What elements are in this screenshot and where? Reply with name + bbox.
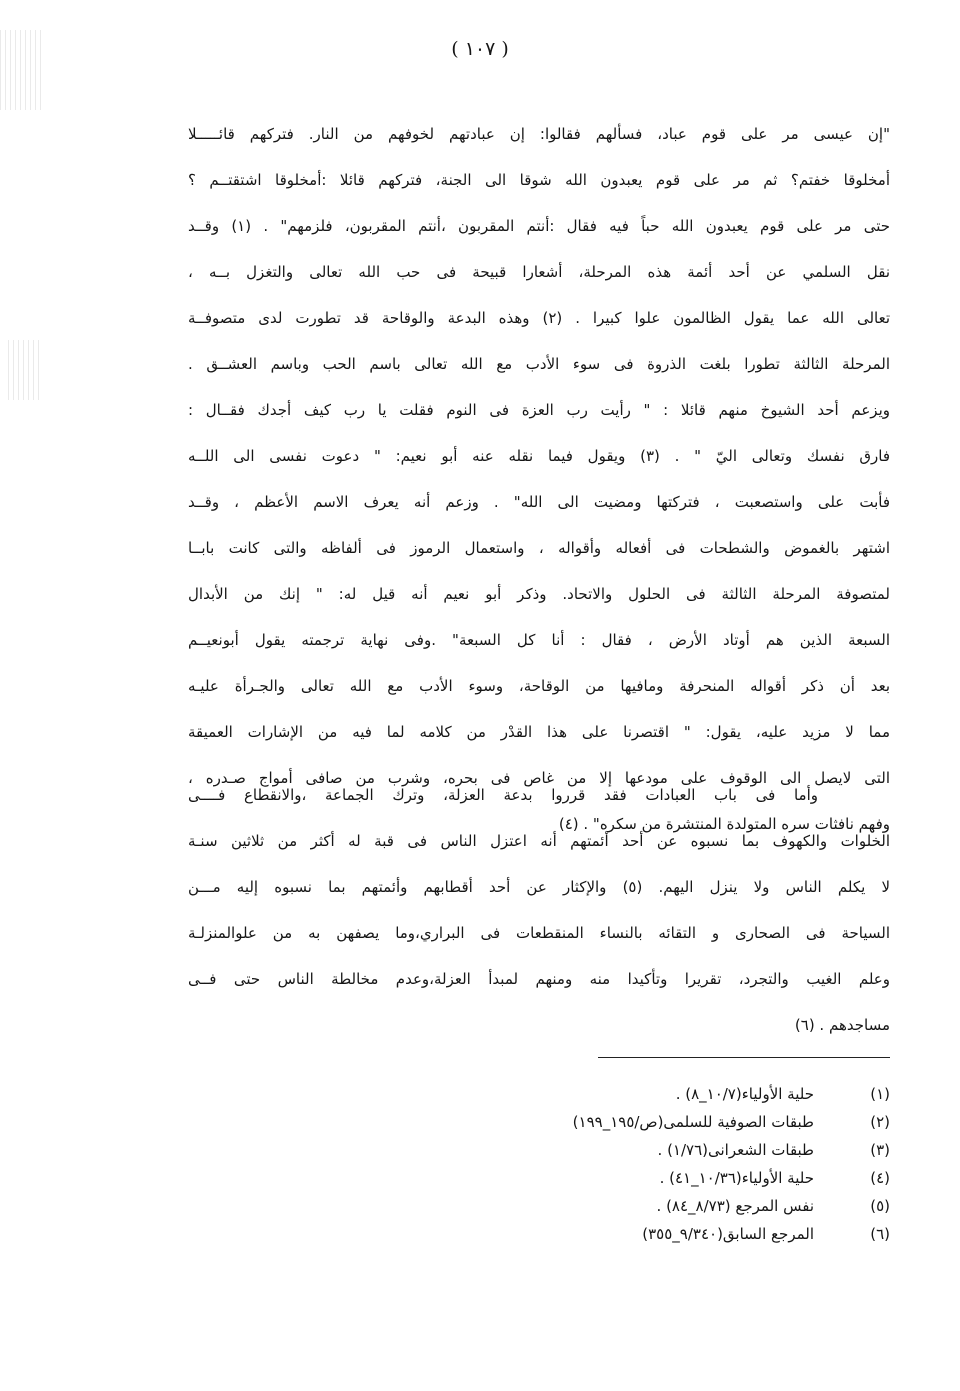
footnote-number: (٥) [870, 1197, 890, 1215]
footnote-text: طبقات الشعرانى(١/٧٦) . [657, 1141, 814, 1159]
footnote-item [380, 1136, 890, 1164]
paragraph-line: مما لا مزيد عليه، يقول: " اقتصرنا على هذا القدْر من كلامه لما فيه من الإشارات العميقة [188, 723, 890, 741]
paragraph-line: فارق نفسك وتعالى اليّ " . (٣) ويقول فيما نقله عنه أبو نعيم: " دعوت نفسى الى اللــه [188, 447, 890, 465]
paragraph-2 [188, 772, 890, 1048]
footnotes [380, 1080, 890, 1248]
paragraph-line: السياحة فى الصحارى و التقائه بالنساء المنقطعات فى البراري،وما يصفهن به من علوالمنزلـة [188, 924, 890, 942]
footnote-text: طبقات الصوفية للسلمى(ص/١٩٥_١٩٩) [572, 1113, 814, 1131]
paragraph-line: وفهم نافثات سره المتولدة المنتشرة من سكره" . (٤) [558, 815, 890, 833]
paragraph-line: وأما فى باب العبادات فقد قرروا بدعة العزلة، وترك الجماعة ،والانقطاع فــــى [188, 786, 818, 804]
paragraph-line: أمخلوقا خفتم؟ ثم مر على قوم يعبدون الله شوقا الى الجنة، فتركهم قائلا :أمخلوقا اشتقتــم ؟ [188, 171, 890, 189]
paragraph-line: مساجدهم . (٦) [794, 1016, 890, 1034]
footnote-item [380, 1164, 890, 1192]
paragraph-line: وعلم الغيب والتجرد، تقريرا وتأكيدا منه ومنهم لمبدأ العزلة،وعدم مخالطة الناس حتى فــى [188, 970, 890, 988]
footnote-number: (٣) [870, 1141, 890, 1159]
footnote-item [380, 1220, 890, 1248]
footnote-item [380, 1080, 890, 1108]
paragraph-line: نقل السلمي عن أحد أئمة هذه المرحلة، أشعارا قبيحة فى حب الله تعالى والتغزل بــه ، [188, 263, 890, 281]
paragraph-line: لا يكلم الناس ولا ينزل اليهم. (٥) والإكثار عن أحد أقطابهم وأئمتهم بما نسبوه إليه مـــن [188, 878, 890, 896]
paragraph-line: لمتصوفة المرحلة الثالثة فى الحلول والاتحاد. وذكر أبو نعيم أنه قيل له: " إنك من الأبدال [188, 585, 890, 603]
paragraph-1 [188, 111, 890, 847]
paragraph-line: تعالى الله عما يقول الظالمون علوا كبيرا . (٢) وهذه البدعة والوقاحة قد تطورت لدى متصوفــة [188, 309, 890, 327]
footnote-item [380, 1192, 890, 1220]
footnote-text: نفس المرجع (٨/٧٣_٨٤) . [656, 1197, 814, 1215]
footnote-number: (٤) [870, 1169, 890, 1187]
paragraph-line: فأبت على واستصعبت ، فتركتها ومضيت الى الله" . وزعم أنه يعرف الاسم الأعظم ، وقــد [188, 493, 890, 511]
footnote-item [380, 1108, 890, 1136]
paragraph-line: الخلوات والكهوف بما نسبوه عن أحد أئمتهم أنه اعتزل الناس فى قبة له أكثر من ثلاثين سنـة [188, 832, 890, 850]
footnote-number: (٦) [870, 1225, 890, 1243]
footnote-text: حلية الأولياء(١٠/٧_٨) . [675, 1085, 814, 1103]
page-number: ( ١٠٧ ) [451, 38, 509, 60]
paragraph-line: التى لايصل الى الوقوف على مودعها إلا من غاص فى بحره، وشرب من صافى أمواج صـدره ، [188, 769, 890, 787]
footnote-number: (١) [870, 1085, 890, 1103]
footnote-text: المرجع السابق(٩/٣٤٠_٣٥٥) [642, 1225, 814, 1243]
scan-edge-left-middle [8, 340, 42, 400]
paragraph-line: بعد أن ذكر أقواله المنحرفة ومافيها من الوقاحة، وسوء الأدب مع الله تعالى والجـرأة عليـه [188, 677, 890, 695]
paragraph-line: حتى مر على قوم يعبدون الله حباً فيه فقال :أنتم المقربون ،أنتم المقربون، فلزمهم" . (١) وقــد [188, 217, 890, 235]
footnote-text: حلية الأولياء(١٠/٣٦_٤١) . [659, 1169, 814, 1187]
paragraph-line: اشتهر بالغموض والشطحات فى أفعاله وأقواله ، واستعمال الرموز فى ألفاظه والتى كانت بابــا [188, 539, 890, 557]
scan-edge-left-top [0, 30, 44, 110]
paragraph-line: ويزعم أحد الشيوخ منهم قائلا : " رأيت رب العزة فى النوم فقلت يا رب كيف أجدك فقــال : [188, 401, 890, 419]
footnote-number: (٢) [870, 1113, 890, 1131]
paragraph-line: "إن عيسى مر على قوم عباد، فسألهم فقالوا: إن عبادتهم لخوفهم من النار. فتركهم قائـــــلا [188, 125, 890, 143]
footnote-separator [598, 1057, 890, 1058]
paragraph-line: السبعة الذين هم أوتاد الأرض ، فقال : أنا كل السبعة" .وفى نهاية ترجمته يقول أبونعيــم [188, 631, 890, 649]
paragraph-line: المرحلة الثالثة تطورا بلغت الذروة فى سوء الأدب مع الله تعالى باسم الحب وباسم العشــق . [188, 355, 890, 373]
